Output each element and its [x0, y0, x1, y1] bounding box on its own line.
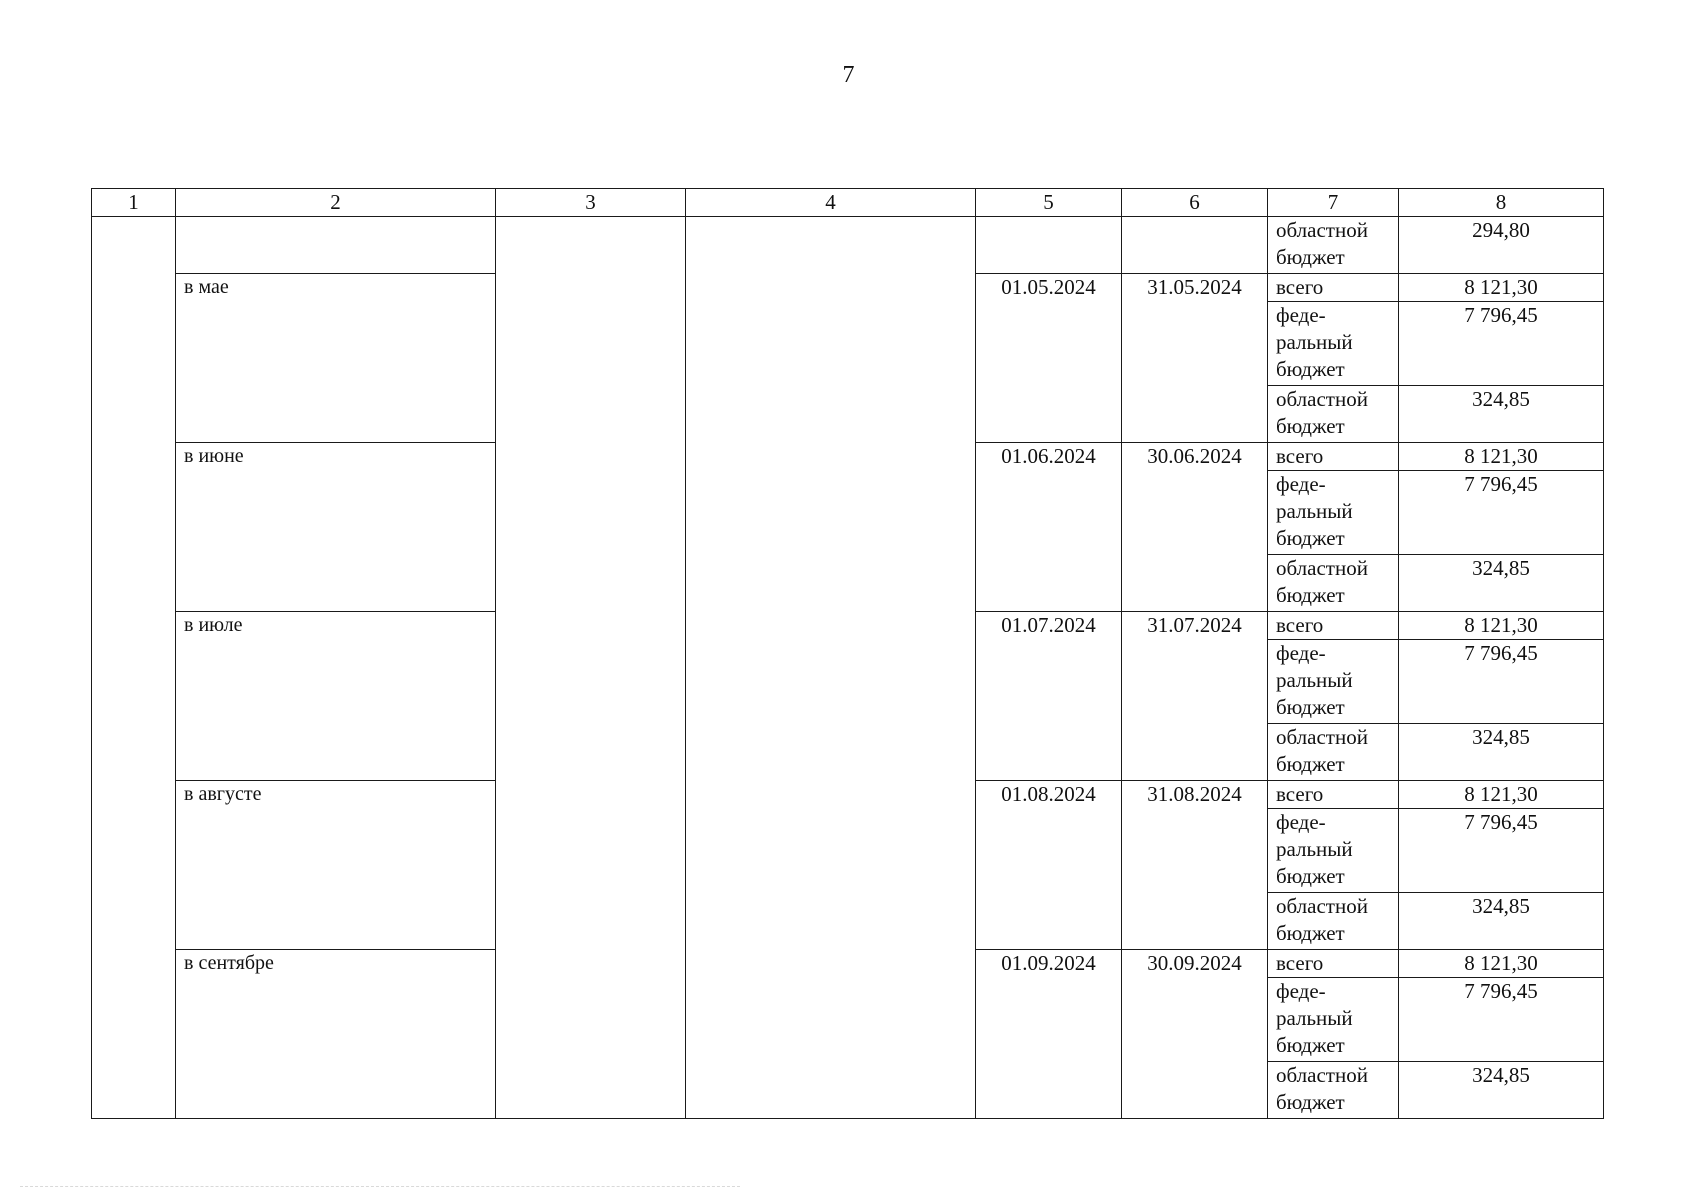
budget-source: феде-ральный бюджет: [1268, 978, 1399, 1062]
carryover-label-cell: [176, 217, 496, 274]
month-label: в августе: [176, 781, 496, 950]
end-date: 31.08.2024: [1122, 781, 1268, 950]
budget-source: феде-ральный бюджет: [1268, 640, 1399, 724]
budget-source: всего: [1268, 612, 1399, 640]
column-header: 1: [92, 189, 176, 217]
carryover-row: [92, 217, 1604, 274]
budget-source: феде-ральный бюджет: [1268, 302, 1399, 386]
month-label: в мае: [176, 274, 496, 443]
end-date: 31.05.2024: [1122, 274, 1268, 443]
col3-cell: [496, 217, 686, 1119]
budget-source: всего: [1268, 443, 1399, 471]
column-header: 4: [686, 189, 976, 217]
budget-amount: 7 796,45: [1399, 471, 1604, 555]
start-date: 01.07.2024: [976, 612, 1122, 781]
budget-amount: 7 796,45: [1399, 640, 1604, 724]
budget-amount: 324,85: [1399, 1062, 1604, 1119]
column-header: 6: [1122, 189, 1268, 217]
end-date: 31.07.2024: [1122, 612, 1268, 781]
column-header: 5: [976, 189, 1122, 217]
budget-amount: 8 121,30: [1399, 443, 1604, 471]
budget-amount: 8 121,30: [1399, 781, 1604, 809]
budget-source: всего: [1268, 781, 1399, 809]
column-header: 2: [176, 189, 496, 217]
start-date: 01.08.2024: [976, 781, 1122, 950]
month-label: в сентябре: [176, 950, 496, 1119]
col4-cell: [686, 217, 976, 1119]
budget-source: областной бюджет: [1268, 555, 1399, 612]
start-date: 01.06.2024: [976, 443, 1122, 612]
scan-artifact-line: [20, 1186, 740, 1187]
page-number: 7: [842, 62, 855, 88]
budget-amount: 8 121,30: [1399, 612, 1604, 640]
budget-amount: 7 796,45: [1399, 809, 1604, 893]
column-number-row: [92, 189, 1604, 217]
start-date: 01.09.2024: [976, 950, 1122, 1119]
carryover-end-cell: [1122, 217, 1268, 274]
start-date: 01.05.2024: [976, 274, 1122, 443]
budget-source: областной бюджет: [1268, 724, 1399, 781]
end-date: 30.06.2024: [1122, 443, 1268, 612]
col1-cell: [92, 217, 176, 1119]
budget-amount: 8 121,30: [1399, 274, 1604, 302]
budget-source: областной бюджет: [1268, 386, 1399, 443]
column-header: 8: [1399, 189, 1604, 217]
budget-source: феде-ральный бюджет: [1268, 471, 1399, 555]
budget-amount: 324,85: [1399, 386, 1604, 443]
budget-amount: 324,85: [1399, 893, 1604, 950]
carryover-start-cell: [976, 217, 1122, 274]
budget-amount: 324,85: [1399, 724, 1604, 781]
budget-source: областной бюджет: [1268, 217, 1399, 274]
month-label: в июле: [176, 612, 496, 781]
column-header: 3: [496, 189, 686, 217]
budget-amount: 7 796,45: [1399, 302, 1604, 386]
budget-schedule-table: [91, 188, 1604, 1119]
budget-source: феде-ральный бюджет: [1268, 809, 1399, 893]
column-header: 7: [1268, 189, 1399, 217]
budget-amount: 7 796,45: [1399, 978, 1604, 1062]
end-date: 30.09.2024: [1122, 950, 1268, 1119]
month-label: в июне: [176, 443, 496, 612]
budget-source: всего: [1268, 274, 1399, 302]
budget-source: областной бюджет: [1268, 893, 1399, 950]
budget-amount: 294,80: [1399, 217, 1604, 274]
budget-source: областной бюджет: [1268, 1062, 1399, 1119]
budget-source: всего: [1268, 950, 1399, 978]
budget-amount: 8 121,30: [1399, 950, 1604, 978]
budget-amount: 324,85: [1399, 555, 1604, 612]
